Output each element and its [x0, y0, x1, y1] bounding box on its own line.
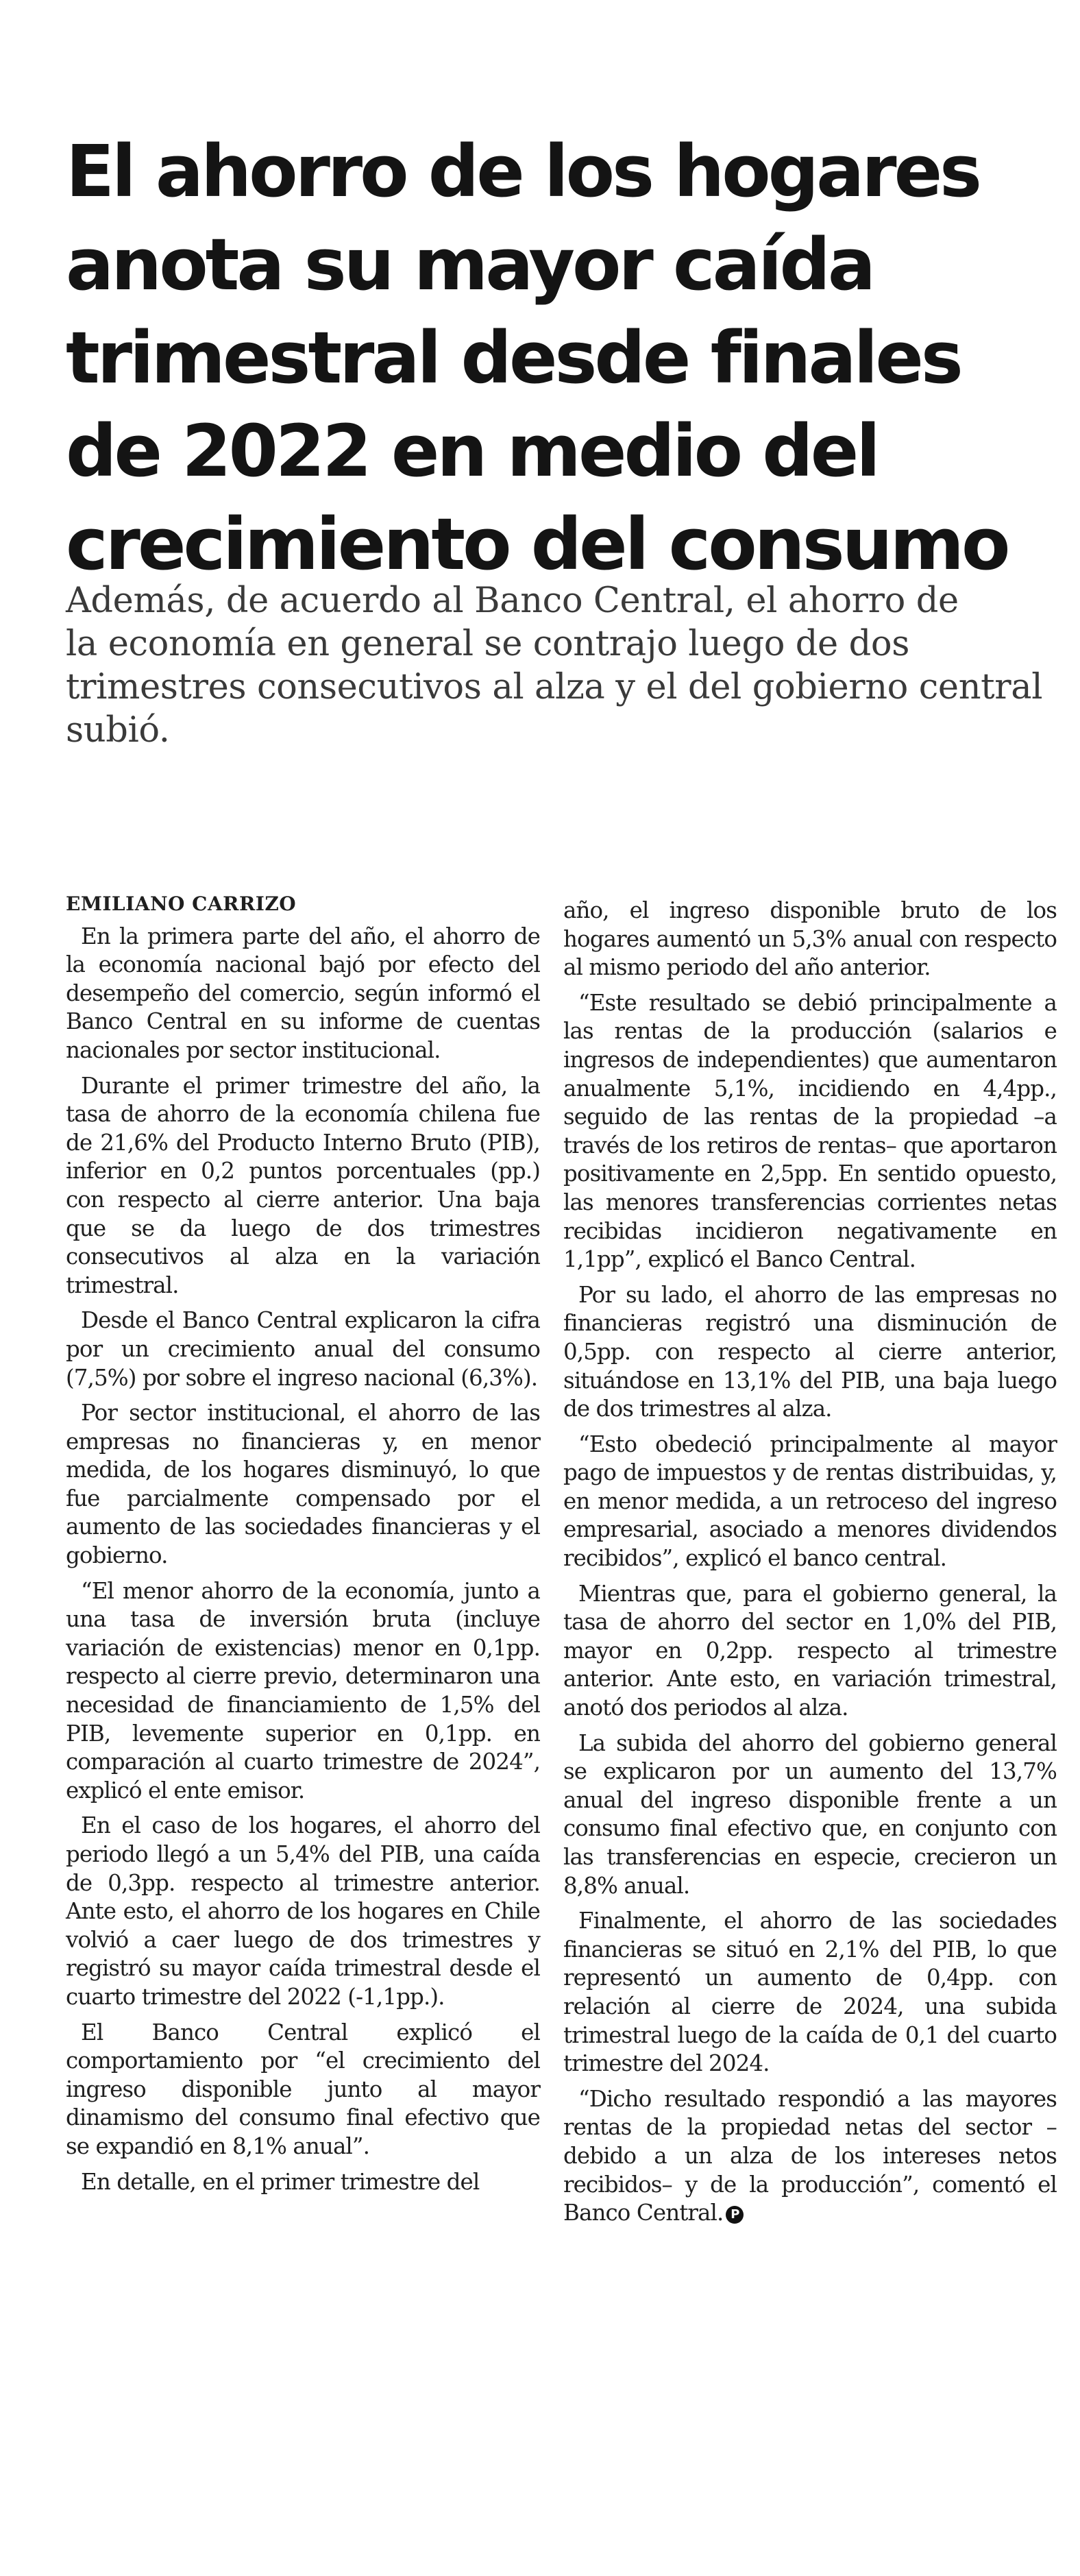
body-paragraph: Por su lado, el ahorro de las empresas no financieras registró una disminución de 0,5pp. con respecto al cierre anterior, situándose en 13,1% del PIB, una baja luego de dos trimestres al alza. — [563, 1281, 1057, 1422]
body-paragraph: Mientras que, para el gobierno general, la tasa de ahorro del sector en 1,0% del PIB, mayor en 0,2pp. respecto al trimestre anterior. Ante esto, en variación trimestral, anotó dos periodos al alza. — [563, 1580, 1057, 1721]
lead-line: Además, de acuerdo al Banco Central, el ahorro de — [66, 581, 959, 621]
body-column-left — [66, 890, 540, 2203]
headline — [66, 125, 1025, 591]
headline-line: crecimiento del consumo — [66, 502, 1008, 586]
body-paragraph: El Banco Central explicó el comportamiento por “el crecimiento del ingreso disponible junto al mayor dinamismo del consumo final efectivo que se expandió en 8,1% anual”. — [66, 2019, 540, 2159]
lead-paragraph — [66, 579, 1043, 752]
headline-line: anota su mayor caída — [66, 222, 874, 306]
byline: EMILIANO CARRIZO — [66, 892, 297, 915]
final-paragraph — [563, 2085, 1057, 2228]
end-mark-icon: P — [726, 2206, 744, 2224]
lead-line: trimestres consecutivos al alza y el del gobierno central — [66, 667, 1043, 707]
body-paragraph: Durante el primer trimestre del año, la tasa de ahorro de la economía chilena fue de 21,6% del Producto Interno Bruto (PIB), inferior en 0,2 puntos porcentuales (pp.) con respecto al cierre anterior. Una baja que se da luego de dos trimestres consecutivos al alza en la variación trimestral. — [66, 1072, 540, 1298]
final-paragraph-text: “Dicho resultado respondió a las mayores rentas de la propiedad netas del sector – debido a un alza de los intereses netos recibidos– y de la producción”, comentó el Banco Central. — [563, 2085, 1057, 2226]
body-paragraph: En detalle, en el primer trimestre del — [81, 2168, 480, 2195]
headline-line: trimestral desde finales — [66, 315, 961, 400]
body-paragraph: En el caso de los hogares, el ahorro del periodo llegó a un 5,4% del PIB, una caída de 0,3pp. respecto al trimestre anterior. Ante esto, el ahorro de los hogares en Chile volvió a caer luego de dos trimestres y registró su mayor caída trimestral desde el cuarto trimestre del 2022 (-1,1pp.). — [66, 1812, 540, 2010]
lead-line: la economía en general se contrajo luego de dos — [66, 624, 909, 664]
body-paragraph: Finalmente, el ahorro de las sociedades financieras se situó en 2,1% del PIB, lo que representó un aumento de 0,4pp. con relación al cierre de 2024, una subida trimestral luego de la caída de 0,1 del cuarto trimestre del 2024. — [563, 1908, 1057, 2077]
body-paragraph: La subida del ahorro del gobierno general se explicaron por un aumento del 13,7% anual del ingreso disponible frente a un consumo final efectivo que, en conjunto con las transferencias en especie, crecieron un 8,8% anual. — [563, 1729, 1057, 1899]
body-column-right — [563, 897, 1057, 2235]
headline-line: El ahorro de los hogares — [66, 129, 980, 213]
body-paragraph: “Esto obedeció principalmente al mayor pago de impuestos y de rentas distribuidas, y, en menor medida, a un retroceso del ingreso empresarial, asociado a menores dividendos recibidos”, explicó el banco central. — [563, 1431, 1057, 1572]
body-paragraph: “Este resultado se debió principalmente a las rentas de la producción (salarios e ingresos de independientes) que aumentaron anualmente 5,1%, incidiendo en 4,4pp., seguido de las rentas de la propiedad –a través de los retiros de rentas– que aportaron positivamente en 2,5pp. En sentido opuesto, las menores transferencias corrientes netas recibidas incidieron negativamente en 1,1pp”, explicó el Banco Central. — [563, 989, 1057, 1273]
body-paragraph: “El menor ahorro de la economía, junto a una tasa de inversión bruta (incluye variación de existencias) menor en 0,1pp. respecto al cierre previo, determinaron una necesidad de financiamiento de 1,5% del PIB, levemente superior en 0,1pp. en comparación al cuarto trimestre de 2024”, explicó el ente emisor. — [66, 1577, 540, 1803]
body-paragraph: Por sector institucional, el ahorro de las empresas no financieras y, en menor medida, de los hogares disminuyó, lo que fue parcialmente compensado por el aumento de las sociedades financieras y el gobierno. — [66, 1400, 540, 1569]
body-paragraph: Desde el Banco Central explicaron la cifra por un crecimiento anual del consumo (7,5%) por sobre el ingreso nacional (6,3%). — [66, 1307, 540, 1391]
lead-line: subió. — [66, 710, 170, 751]
body-paragraph: año, el ingreso disponible bruto de los hogares aumentó un 5,3% anual con respecto al mismo periodo del año anterior. — [563, 897, 1057, 981]
headline-line: de 2022 en medio del — [66, 409, 878, 493]
body-paragraph: En la primera parte del año, el ahorro de la economía nacional bajó por efecto del desempeño del comercio, según informó el Banco Central en su informe de cuentas nacionales por sector institucional. — [66, 923, 540, 1063]
